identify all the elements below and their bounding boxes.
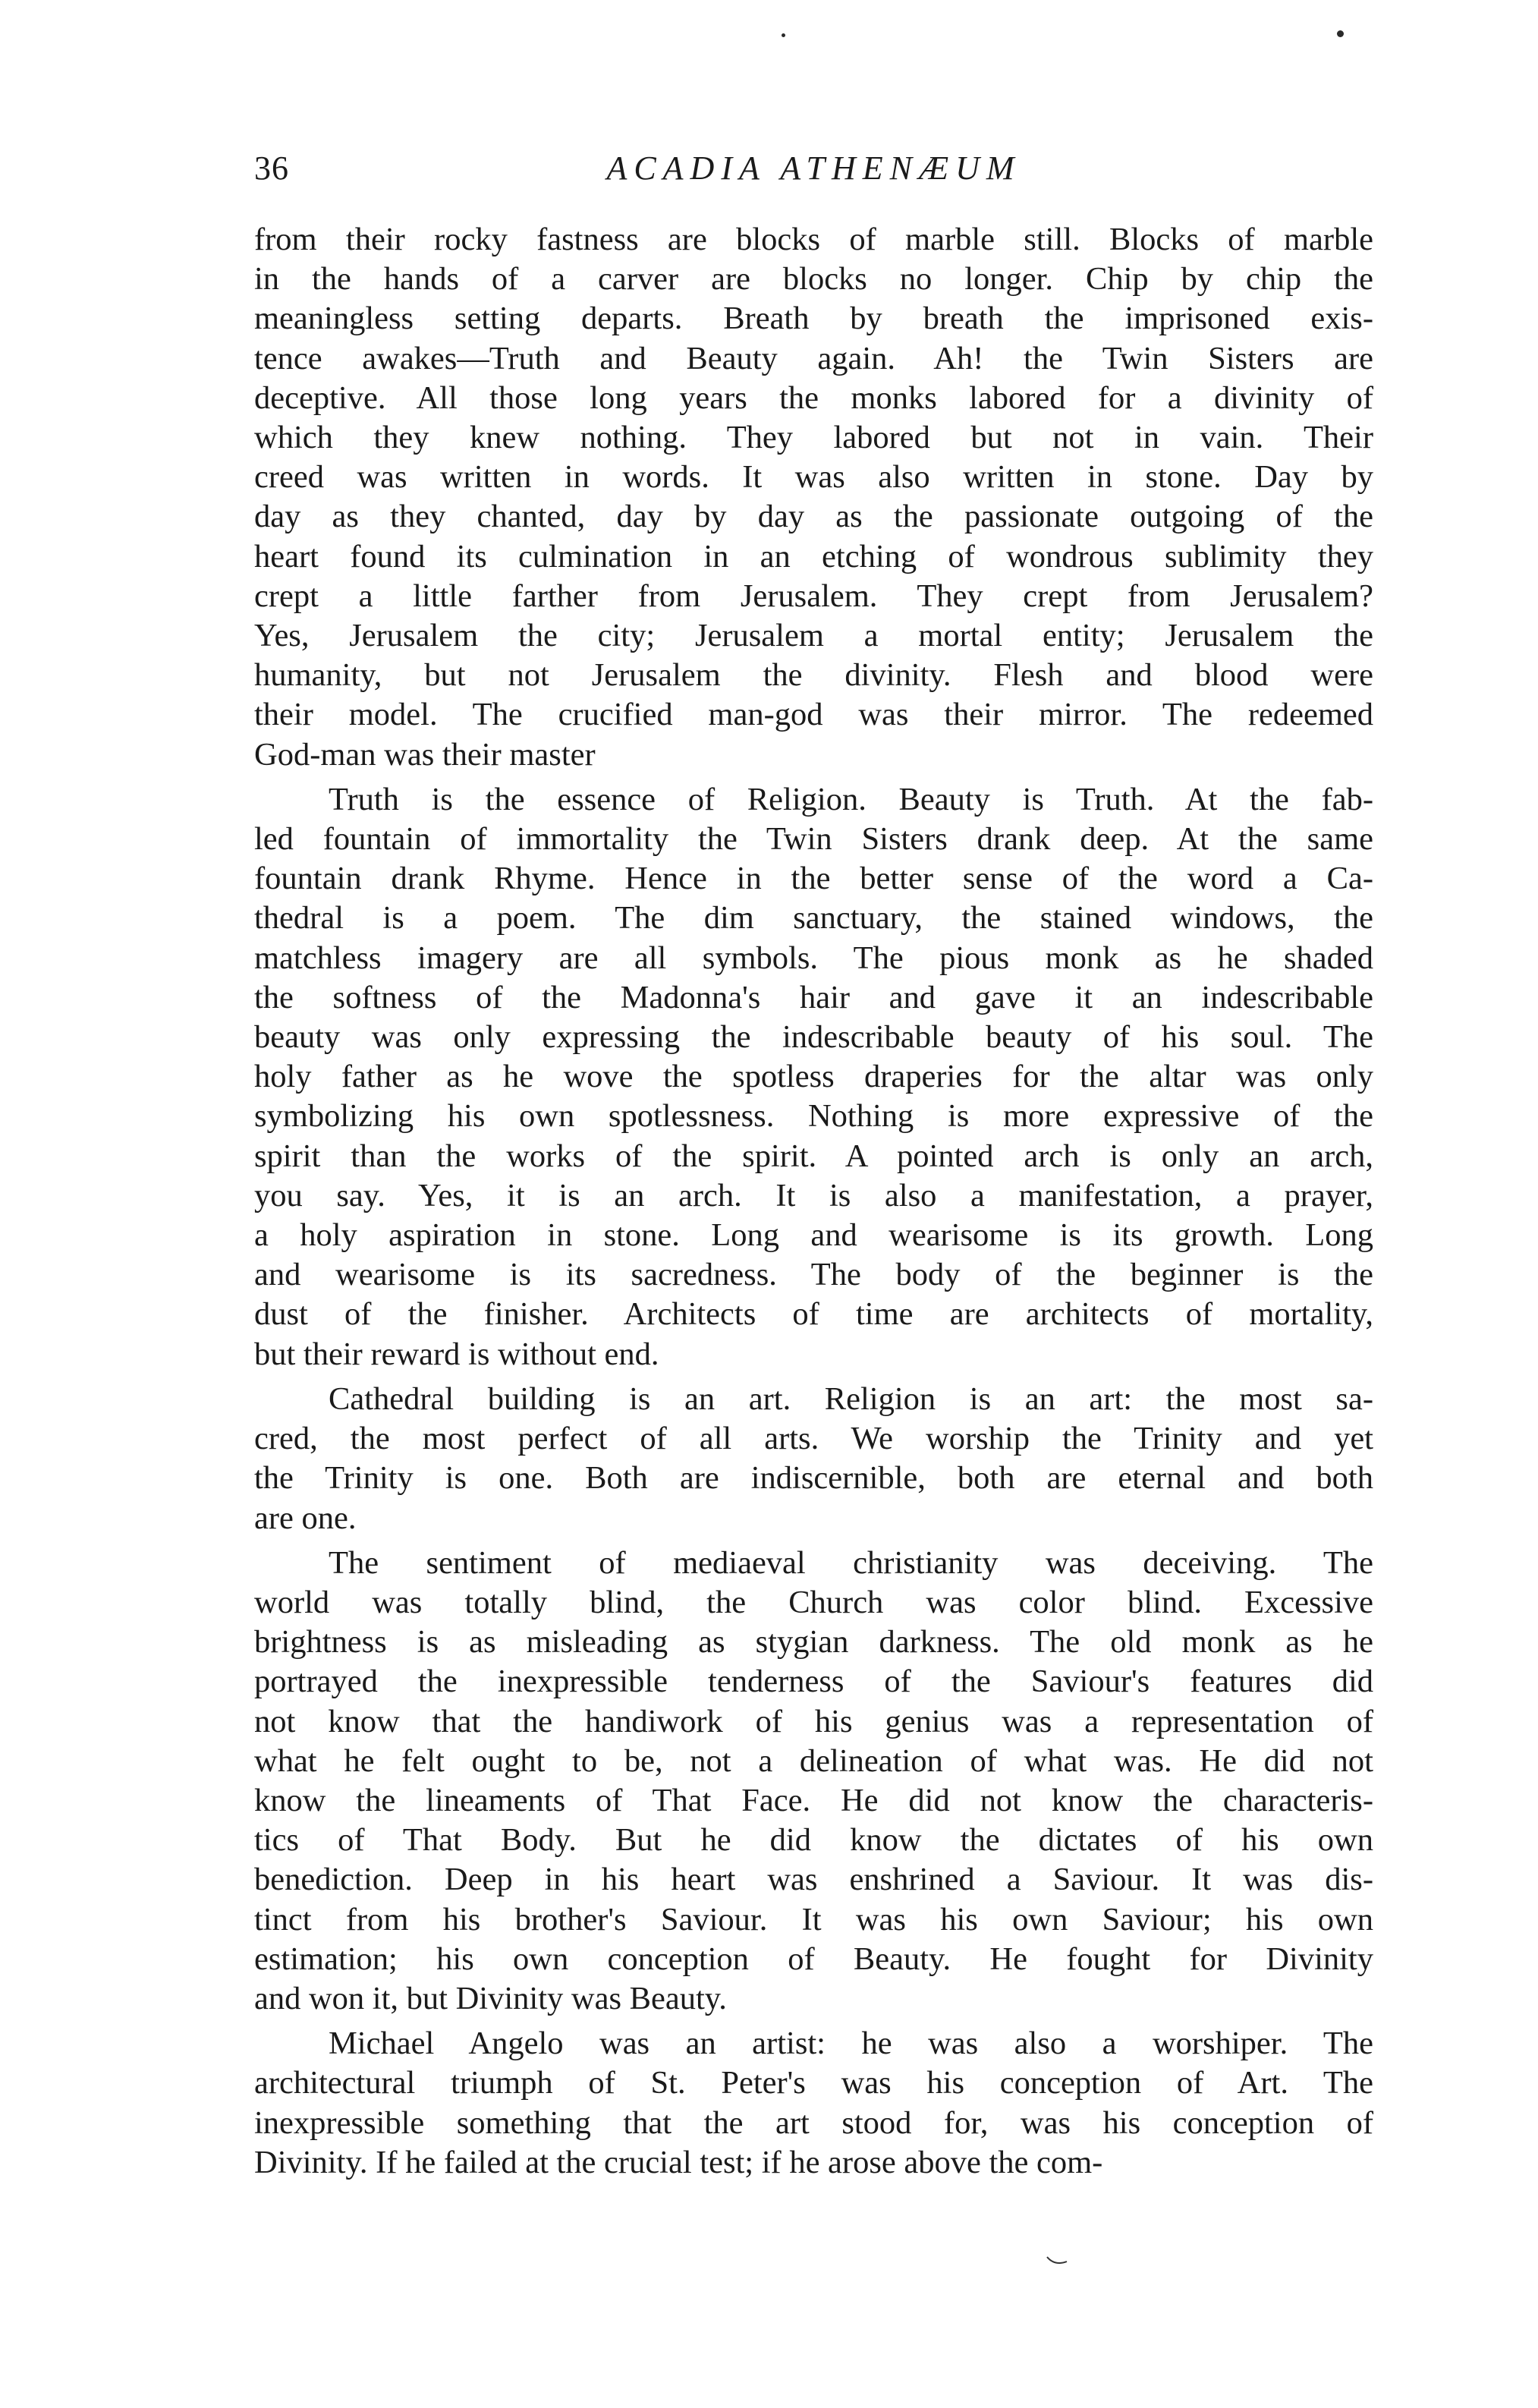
text-line: The sentiment of mediaeval christianity was deceiving. The <box>329 1544 1373 1581</box>
text-line: not know that the handiwork of his genius was a representation of <box>254 1703 1373 1739</box>
paragraph-p1 <box>254 220 1373 775</box>
text-line: tinct from his brother's Saviour. It was his own Saviour; his own <box>254 1901 1373 1937</box>
text-line: and wearisome is its sacredness. The body of the beginner is the <box>254 1257 1373 1293</box>
paragraph-p2 <box>254 780 1373 1374</box>
text-line: Michael Angelo was an artist: he was also a worshiper. The <box>329 2026 1373 2062</box>
text-line: world was totally blind, the Church was color blind. Excessive <box>254 1584 1373 1620</box>
text-line: you say. Yes, it is an arch. It is also a manifestation, a prayer, <box>254 1177 1373 1213</box>
text-line: holy father as he wove the spotless draperies for the altar was only <box>254 1059 1373 1095</box>
text-line: meaningless setting departs. Breath by breath the imprisoned exis- <box>254 301 1373 337</box>
page-header <box>254 149 1373 202</box>
printer-mark <box>1046 2254 1068 2268</box>
text-line: spirit than the works of the spirit. A pointed arch is only an arch, <box>254 1138 1373 1174</box>
text-line: symbolizing his own spotlessness. Nothing is more expressive of the <box>254 1098 1373 1135</box>
body-text <box>254 220 1373 2183</box>
text-line: portrayed the inexpressible tenderness of the Saviour's features did <box>254 1664 1373 1700</box>
paragraph-gap <box>254 775 1373 780</box>
text-line: creed was written in words. It was also written in stone. Day by <box>254 459 1373 496</box>
text-line: matchless imagery are all symbols. The pious monk as he shaded <box>254 940 1373 976</box>
text-line: but their reward is without end. <box>254 1336 659 1372</box>
text-line: tence awakes—Truth and Beauty again. Ah! the Twin Sisters are <box>254 340 1373 376</box>
text-line: Truth is the essence of Religion. Beauty is Truth. At the fab- <box>329 781 1373 817</box>
text-line: deceptive. All those long years the monks labored for a divinity of <box>254 379 1373 416</box>
text-line: in the hands of a carver are blocks no longer. Chip by chip the <box>254 261 1373 297</box>
ink-speck <box>1337 30 1344 37</box>
text-line: and won it, but Divinity was Beauty. <box>254 1980 727 2016</box>
text-line: led fountain of immortality the Twin Sisters drank deep. At the same <box>254 821 1373 858</box>
text-line: the softness of the Madonna's hair and gave it an indescribable <box>254 979 1373 1015</box>
text-line: their model. The crucified man-god was their mirror. The redeemed <box>254 697 1373 733</box>
text-line: estimation; his own conception of Beauty. He fought for Divinity <box>254 1941 1373 1977</box>
text-line: inexpressible something that the art stood for, was his conception of <box>254 2104 1373 2141</box>
text-line: are one. <box>254 1500 357 1536</box>
paragraph-p3 <box>254 1380 1373 1538</box>
paragraph-gap <box>254 2019 1373 2024</box>
text-line: cred, the most perfect of all arts. We worship the Trinity and yet <box>254 1421 1373 1457</box>
paragraph-gap <box>254 1538 1373 1544</box>
text-line: thedral is a poem. The dim sanctuary, the stained windows, the <box>254 900 1373 936</box>
text-line: which they knew nothing. They labored but not in vain. Their <box>254 420 1373 456</box>
text-line: know the lineaments of That Face. He did not know the characteris- <box>254 1782 1373 1818</box>
paragraph-p4 <box>254 1544 1373 2019</box>
text-line: humanity, but not Jerusalem the divinity. Flesh and blood were <box>254 657 1373 694</box>
text-line: benediction. Deep in his heart was enshrined a Saviour. It was dis- <box>254 1862 1373 1898</box>
text-line: crept a little farther from Jerusalem. They crept from Jerusalem? <box>254 578 1373 614</box>
text-line: dust of the finisher. Architects of time are architects of mortality, <box>254 1296 1373 1333</box>
text-line: God-man was their master <box>254 736 596 773</box>
paragraph-p5 <box>254 2024 1373 2183</box>
text-line: Yes, Jerusalem the city; Jerusalem a mortal entity; Jerusalem the <box>254 618 1373 654</box>
text-line: beauty was only expressing the indescribable beauty of his soul. The <box>254 1019 1373 1056</box>
page-number: 36 <box>254 150 289 187</box>
text-line: Cathedral building is an art. Religion is an art: the most sa- <box>329 1380 1373 1417</box>
text-line: day as they chanted, day by day as the passionate outgoing of the <box>254 499 1373 535</box>
running-head: ACADIA ATHENÆUM <box>606 150 1021 187</box>
paragraph-gap <box>254 1374 1373 1380</box>
text-line: Divinity. If he failed at the crucial test; if he arose above the com- <box>254 2144 1103 2180</box>
text-line: tics of That Body. But he did know the dictates of his own <box>254 1822 1373 1859</box>
text-line: heart found its culmination in an etching of wondrous sublimity they <box>254 538 1373 574</box>
text-line: brightness is as misleading as stygian darkness. The old monk as he <box>254 1624 1373 1660</box>
text-line: what he felt ought to be, not a delineation of what was. He did not <box>254 1742 1373 1779</box>
text-line: a holy aspiration in stone. Long and wearisome is its growth. Long <box>254 1217 1373 1254</box>
text-line: from their rocky fastness are blocks of marble still. Blocks of marble <box>254 222 1373 257</box>
text-line: the Trinity is one. Both are indiscernible, both are eternal and both <box>254 1460 1373 1497</box>
text-line: fountain drank Rhyme. Hence in the better sense of the word a Ca- <box>254 861 1373 897</box>
ink-speck <box>782 33 785 37</box>
text-line: architectural triumph of St. Peter's was his conception of Art. The <box>254 2065 1373 2101</box>
